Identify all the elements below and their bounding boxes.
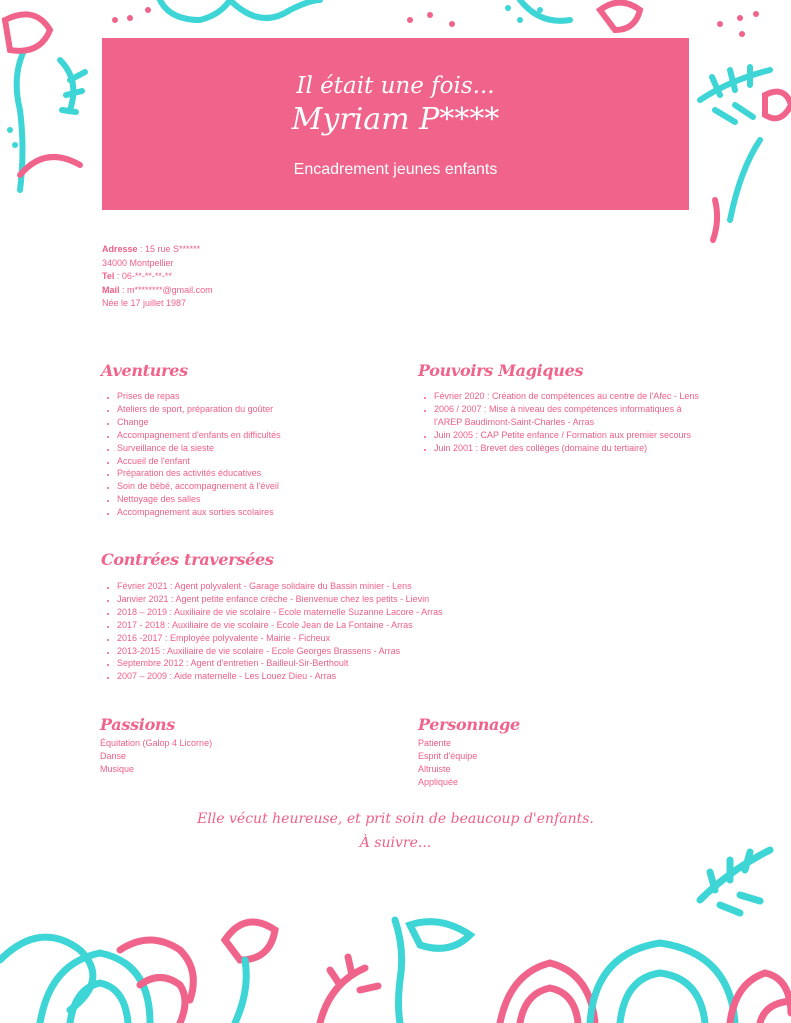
list-item: • Accompagnement aux sorties scolaires <box>117 506 417 519</box>
list-item: Esprit d'équipe <box>418 751 478 761</box>
list-item: • Septembre 2012 : Agent d'entretien - Bailleul-Sir-Berthoult <box>117 657 677 670</box>
footer-line1: Elle vécut heureuse, et prit soin de beaucoup d'enfants. <box>197 811 594 827</box>
birth-date: Née le 17 juillet 1987 <box>102 298 187 308</box>
list-item: • Juin 2005 : CAP Petite enfance / Formation aux premier secours <box>434 429 706 442</box>
passions-title: Passions <box>100 715 175 734</box>
address-label: Adresse <box>102 244 138 254</box>
list-item: • 2007 – 2009 : Aide maternelle - Les Louez Dieu - Arras <box>117 670 677 683</box>
list-item: Altruiste <box>418 764 451 774</box>
header-tagline: Il était une fois... <box>296 73 495 99</box>
address-line1: : 15 rue S****** <box>137 244 201 254</box>
list-item: Danse <box>100 751 127 761</box>
list-item: • 2013-2015 : Auxiliaire de vie scolaire - Ecole Georges Brassens - Arras <box>117 645 677 658</box>
list-item: Patiente <box>418 738 452 748</box>
personnage-list <box>418 737 477 789</box>
contact-block <box>102 243 213 311</box>
list-item: • Janvier 2021 : Agent petite enfance crèche - Bienvenue chez les petits - Lievin <box>117 593 677 606</box>
tel-label: Tel <box>102 271 115 281</box>
list-item: • Surveillance de la sieste <box>117 442 417 455</box>
list-item: • 2006 / 2007 : Mise à niveau des compétences informatiques à l'AREP Baudimont-Saint-Charles - Arras <box>434 403 706 429</box>
contact-tel <box>102 270 213 284</box>
pouvoirs-title: Pouvoirs Magiques <box>418 361 584 380</box>
list-item: Équitation (Galop 4 Licorne) <box>100 738 213 748</box>
list-item: • Soin de bébé, accompagnement à l'éveil <box>117 480 417 493</box>
aventures-title: Aventures <box>101 361 188 380</box>
header-name: Myriam P**** <box>291 102 500 137</box>
contact-address <box>102 243 213 257</box>
list-item: • 2016 -2017 : Employée polyvalente - Mairie - Ficheux <box>117 632 677 645</box>
header-role: Encadrement jeunes enfants <box>293 161 498 178</box>
list-item: • Février 2021 : Agent polyvalent - Garage solidaire du Bassin minier - Lens <box>117 580 677 593</box>
address-line2: 34000 Montpellier <box>102 257 174 268</box>
tel-value: : 06-**-**-**-** <box>114 271 172 281</box>
passions-list <box>100 737 212 776</box>
contrees-title: Contrées traversées <box>101 550 274 569</box>
contact-mail <box>102 284 213 298</box>
list-item: • Juin 2001 : Brevet des collèges (domaine du tertiaire) <box>434 442 706 455</box>
aventures-list <box>102 390 417 519</box>
mail-value: : m********@gmail.com <box>119 284 213 295</box>
list-item: • Change <box>117 416 417 429</box>
list-item: • Février 2020 : Création de compétences au centre de l'Afec - Lens <box>434 390 706 403</box>
header-banner <box>102 38 689 210</box>
list-item: • Préparation des activités éducatives <box>117 467 417 480</box>
list-item: Appliquée <box>418 777 459 787</box>
pouvoirs-list <box>419 390 706 455</box>
list-item: • Accompagnement d'enfants en difficultés <box>117 429 417 442</box>
personnage-title: Personnage <box>418 715 520 734</box>
list-item: • Accueil de l'enfant <box>117 455 417 468</box>
list-item: Musique <box>100 764 135 774</box>
list-item: • Nettoyage des salles <box>117 493 417 506</box>
mail-label: Mail <box>102 284 120 295</box>
footer-line2: À suivre... <box>359 835 432 851</box>
list-item: • Prises de repas <box>117 390 417 403</box>
list-item: • Ateliers de sport, préparation du goûter <box>117 403 417 416</box>
list-item: • 2018 – 2019 : Auxiliaire de vie scolaire - Ecole maternelle Suzanne Lacore - Arras <box>117 606 677 619</box>
contrees-list <box>102 580 677 683</box>
list-item: • 2017 - 2018 : Auxiliaire de vie scolaire - Ecole Jean de La Fontaine - Arras <box>117 619 677 632</box>
